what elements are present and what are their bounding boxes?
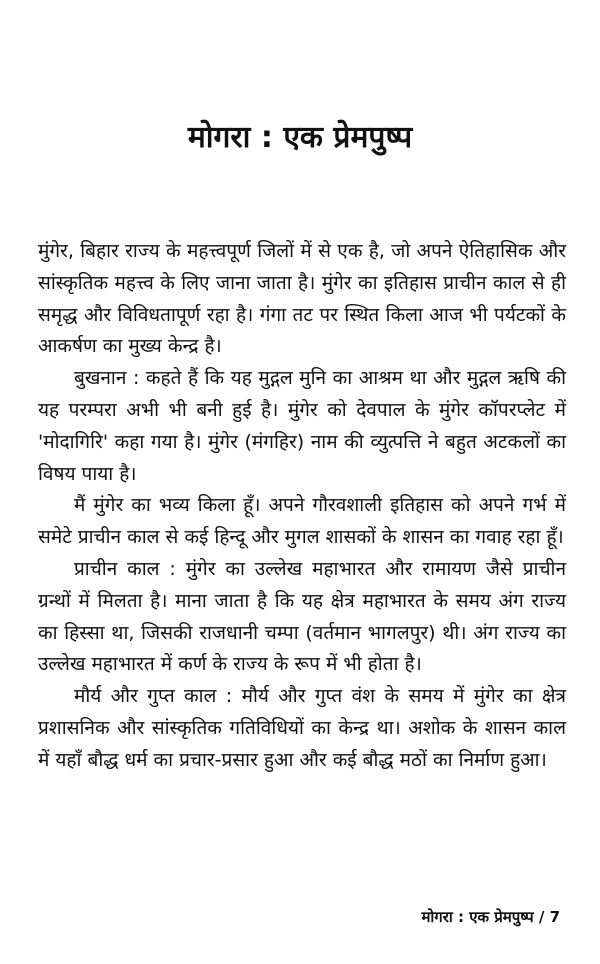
paragraph-5: मौर्य और गुप्त काल : मौर्य और गुप्त वंश के समय में मुंगेर का क्षेत्र प्रशासनिक और सांस्कृतिक गतिविधियों का केन्द्र था। अशोक के शासन काल में यहाँ बौद्ध धर्म का प्रचार-प्रसार हुआ और कई बौद्ध मठों का निर्माण हुआ। bbox=[38, 685, 566, 771]
footer-separator: / bbox=[533, 908, 550, 926]
page-number: 7 bbox=[549, 908, 560, 926]
chapter-title: मोगरा : एक प्रेमपुष्प bbox=[187, 120, 413, 155]
paragraph-1: मुंगेर, बिहार राज्य के महत्त्वपूर्ण जिलों में से एक है, जो अपने ऐतिहासिक और सांस्कृतिक महत्त्व के लिए जाना जाता है। मुंगेर का इतिहास प्राचीन काल से ही समृद्ध और विविधतापूर्ण रहा है। गंगा तट पर स्थित किला आज भी पर्यटकों के आकर्षण का मुख्य केन्द्र है। bbox=[38, 240, 566, 358]
page-footer bbox=[421, 906, 560, 928]
running-title: मोगरा : एक प्रेमपुष्प bbox=[421, 908, 534, 926]
paragraph-4: प्राचीन काल : मुंगेर का उल्लेख महाभारत और रामायण जैसे प्राचीन ग्रन्थों में मिलता है। माना जाता है कि यह क्षेत्र महाभारत के समय अंग राज्य का हिस्सा था, जिसकी राजधानी चम्पा (वर्तमान भागलपुर) थी। अंग राज्य का उल्लेख महाभारत में कर्ण के राज्य के रूप में भी होता है। bbox=[38, 557, 566, 676]
paragraph-3: मैं मुंगेर का भव्य किला हूँ। अपने गौरवशाली इतिहास को अपने गर्भ में समेटे प्राचीन काल से कई हिन्दू और मुगल शासकों के शासन का गवाह रहा हूँ। bbox=[38, 494, 566, 549]
paragraph-2: बुखनान : कहते हैं कि यह मुद्गल मुनि का आश्रम था और मुद्गल ऋषि की यह परम्परा अभी भी बनी हुई है। मुंगेर को देवपाल के मुंगेर कॉपरप्लेट में 'मोदागिरि' कहा गया है। मुंगेर (मंगहिर) नाम की व्युत्पत्ति ने बहुत अटकलों का विषय पाया है। bbox=[38, 367, 566, 485]
body-text bbox=[38, 236, 566, 777]
